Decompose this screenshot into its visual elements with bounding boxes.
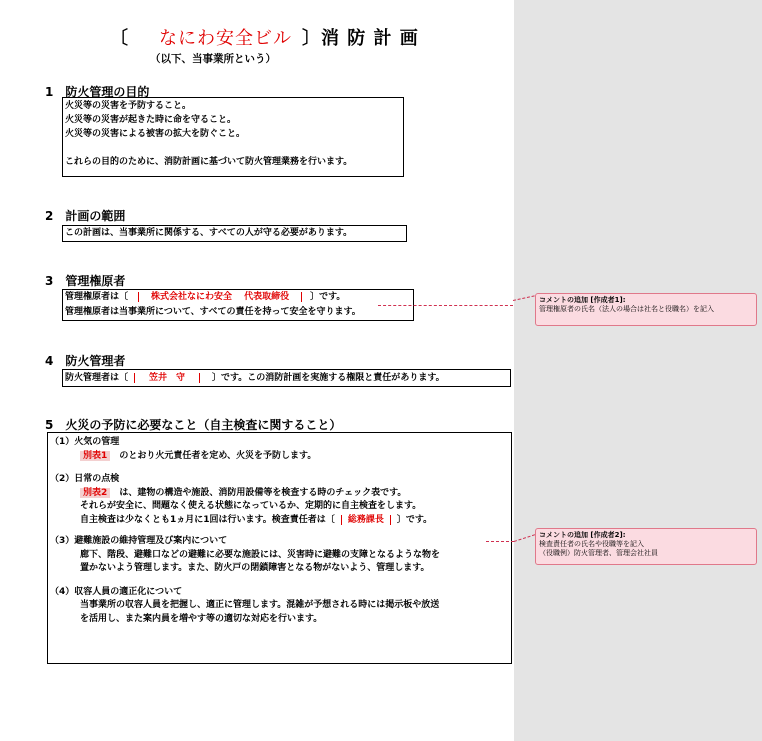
spacer — [50, 576, 509, 586]
page-title — [110, 24, 419, 50]
fire-manager-name-field[interactable]: 笠井 守 — [134, 373, 200, 383]
item-1-line — [50, 450, 509, 464]
item-3-line-2: 置かないよう管理します。また、防火戸の閉鎖障害となる物がないよう、管理します。 — [80, 563, 430, 573]
comment-margin-pane — [514, 0, 762, 741]
page-subtitle: （以下、当事業所という） — [150, 53, 276, 65]
item-3-line-1: 廊下、階段、避難口などの避難に必要な施設には、災害時に避難の支障となるような物を — [80, 549, 441, 560]
title-company-name: なにわ安全ビル — [159, 28, 292, 49]
item-1-text: のとおり火元責任者を定め、火災を予防します。 — [119, 450, 317, 461]
section-1-line: 火災等の災害を予防すること。 — [65, 101, 192, 111]
section-2-box — [62, 225, 407, 242]
section-2-line: この計画は、当事業所に関係する、すべての人が守る必要があります。 — [65, 228, 353, 238]
section-4-line — [65, 370, 508, 386]
title-suffix: 〕消 防 計 画 — [302, 28, 419, 49]
inspector-field[interactable]: 総務課長 — [341, 515, 391, 525]
manager-label: 管理権原者は〔 — [65, 292, 129, 302]
section-1-line — [65, 141, 401, 155]
section-4-heading: 4 防火管理者 — [45, 354, 126, 368]
comment-1-header: コメントの追加 [作成者1]: — [539, 296, 626, 304]
item-3-title: （3）避難施設の維持管理及び案内について — [50, 536, 228, 546]
item-2-line-3 — [50, 514, 509, 528]
section-3-line-1 — [65, 290, 411, 305]
item-2-title: （2）日常の点検 — [50, 474, 120, 484]
item-2-text: は、建物の構造や施設、消防用設備等を検査する時のチェック表です。 — [119, 487, 407, 498]
manager-name-field[interactable]: 株式会社なにわ安全 代表取締役 — [138, 292, 302, 302]
item-1-title: （1）火気の管理 — [50, 437, 120, 447]
section-3-box — [62, 289, 414, 321]
section-5-heading: 5 火災の予防に必要なこと（自主検査に関すること） — [45, 418, 342, 432]
comment-2-header: コメントの追加 [作成者2]: — [539, 531, 626, 539]
item-4-line-1: 当事業所の収容人員を把握し、適正に管理します。混雑が予想される時には掲示板や放送 — [80, 600, 440, 610]
inspector-suffix: 〕です。 — [396, 514, 433, 525]
comment-1-connector — [378, 305, 513, 306]
section-1-heading: 1 防火管理の目的 — [45, 85, 150, 99]
section-1-line: 火災等の災害による被害の拡大を防ぐこと。 — [65, 129, 246, 139]
comment-1-text: 管理権原者の氏名（法人の場合は社名と役職名）を記入 — [539, 305, 714, 313]
item-2-line-1 — [50, 487, 509, 501]
manager-suffix: 〕です。 — [310, 292, 346, 302]
section-1-line: これらの目的のために、消防計画に基づいて防火管理業務を行います。 — [65, 157, 353, 167]
spacer — [50, 527, 509, 535]
section-2-heading: 2 計画の範囲 — [45, 209, 126, 223]
item-2-line-2: それらが安全に、問題なく使える状態になっているか、定期的に自主検査をします。 — [80, 501, 422, 511]
section-1-box — [62, 97, 404, 177]
inspector-label: 自主検査は少なくとも1ヵ月に1回は行います。検査責任者は〔 — [80, 514, 335, 525]
item-4-title: （4）収容人員の適正化について — [50, 586, 183, 597]
comment-2-connector — [486, 541, 514, 542]
section-4-box — [62, 369, 511, 387]
spacer — [50, 463, 509, 473]
comment-balloon-1[interactable] — [535, 293, 757, 326]
fire-manager-suffix: 〕です。この消防計画を実施する権限と責任があります。 — [212, 373, 445, 383]
comment-2-line-2: （役職例）防火管理者、管理会社社員 — [539, 549, 658, 557]
section-3-heading: 3 管理権原者 — [45, 274, 126, 288]
fire-manager-label: 防火管理者は〔 — [65, 373, 129, 383]
appendix-1-link[interactable]: 別表1 — [80, 451, 110, 461]
appendix-2-link[interactable]: 別表2 — [80, 488, 110, 498]
section-3-line-2: 管理権原者は当事業所について、すべての責任を持って安全を守ります。 — [65, 307, 361, 317]
section-1-line: 火災等の災害が起きた時に命を守ること。 — [65, 115, 237, 125]
section-5-box — [47, 432, 512, 664]
comment-2-line-1: 検査責任者の氏名や役職等を記入 — [539, 540, 644, 548]
title-bracket-open: 〔 — [110, 28, 129, 49]
item-4-line-2: を活用し、また案内員を増やす等の適切な対応を行います。 — [80, 613, 323, 624]
comment-balloon-2[interactable] — [535, 528, 757, 565]
